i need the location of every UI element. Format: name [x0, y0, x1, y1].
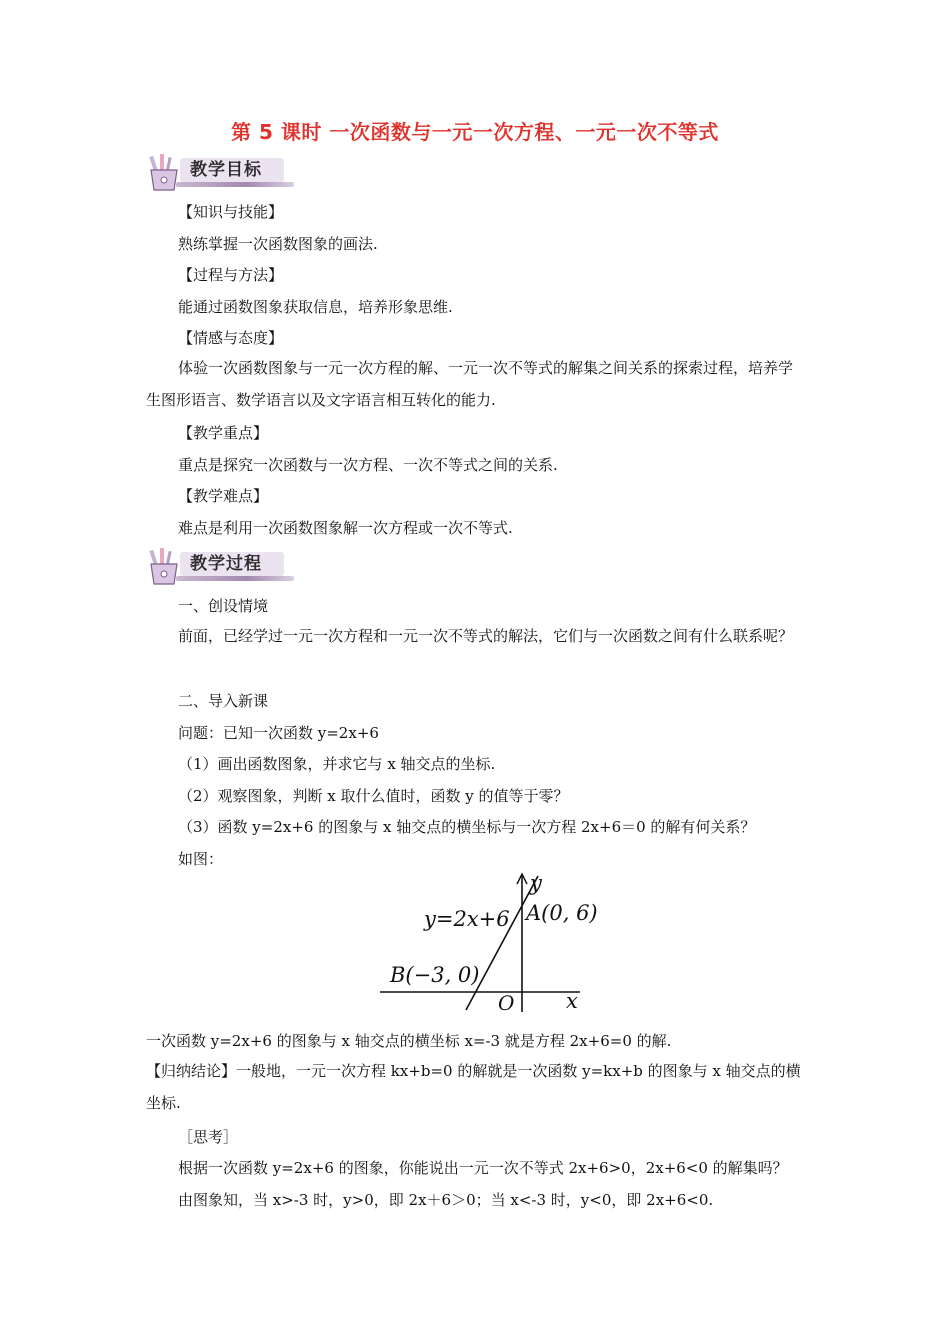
- process-as-shown: 如图：: [178, 850, 224, 868]
- goals-process-head: 【过程与方法】: [178, 266, 284, 284]
- section-badge-process: [146, 546, 296, 586]
- process-q3: （3）函数 y=2x+6 的图象与 x 轴交点的横坐标与一次方程 2x+6＝0 的解有何关系？: [178, 818, 756, 836]
- process-s2-head: 二、导入新课: [178, 692, 269, 710]
- process-s1-head: 一、创设情境: [178, 597, 269, 615]
- page-title: 第 5 课时 一次函数与一元一次方程、一元一次不等式: [231, 120, 719, 144]
- function-graph-figure: [376, 872, 606, 1012]
- goals-key-head: 【教学重点】: [178, 424, 269, 442]
- section-label-goals: 教学目标: [190, 160, 262, 180]
- process-s1-text: 前面，已经学过一元一次方程和一元一次不等式的解法，它们与一次函数之间有什么联系呢？: [178, 627, 794, 645]
- process-think-answer: 由图象知，当 x>-3 时，y>0，即 2x＋6＞0；当 x<-3 时，y<0，即 2x+6<0.: [178, 1191, 714, 1209]
- goals-process-text: 能通过函数图象获取信息，培养形象思维.: [178, 298, 453, 316]
- section-badge-goals: [146, 152, 296, 192]
- process-conclusion: 【归纳结论】一般地，一元一次方程 kx+b=0 的解就是一次函数 y=kx+b 的图象与 x 轴交点的横坐标.: [146, 1062, 801, 1112]
- goals-difficulty-text: 难点是利用一次函数图象解一次方程或一次不等式.: [178, 519, 513, 537]
- point-a-label: A(0, 6): [526, 901, 598, 925]
- y-axis-label: y: [530, 872, 542, 895]
- process-question: 问题：已知一次函数 y=2x+6: [178, 724, 379, 742]
- goals-difficulty-head: 【教学难点】: [178, 487, 269, 505]
- goals-attitude-head: 【情感与态度】: [178, 329, 284, 347]
- x-axis-label: x: [566, 989, 578, 1012]
- point-b-label: B(−3, 0): [390, 963, 480, 987]
- process-think-question: 根据一次函数 y=2x+6 的图象，你能说出一元一次不等式 2x+6>0，2x+6<0 的解集吗？: [178, 1159, 788, 1177]
- section-label-process: 教学过程: [190, 554, 262, 574]
- process-think-head: ［思考］: [178, 1128, 239, 1146]
- goals-knowledge-head: 【知识与技能】: [178, 203, 284, 221]
- line-label: y=2x+6: [424, 907, 510, 931]
- function-line: [466, 876, 538, 1010]
- origin-label: O: [498, 991, 515, 1012]
- process-q2: （2）观察图象，判断 x 取什么值时，函数 y 的值等于零？: [178, 787, 569, 805]
- process-q1: （1）画出函数图象，并求它与 x 轴交点的坐标.: [178, 755, 496, 773]
- goals-knowledge-text: 熟练掌握一次函数图象的画法.: [178, 235, 378, 253]
- goals-attitude-text: 体验一次函数图象与一元一次方程的解、一元一次不等式的解集之间关系的探索过程，培养学生图形语言、数学语言以及文字语言相互转化的能力.: [146, 359, 794, 409]
- process-after-figure: 一次函数 y=2x+6 的图象与 x 轴交点的横坐标 x=-3 就是方程 2x+6=0 的解.: [146, 1032, 672, 1050]
- goals-key-text: 重点是探究一次函数与一次方程、一次不等式之间的关系.: [178, 456, 558, 474]
